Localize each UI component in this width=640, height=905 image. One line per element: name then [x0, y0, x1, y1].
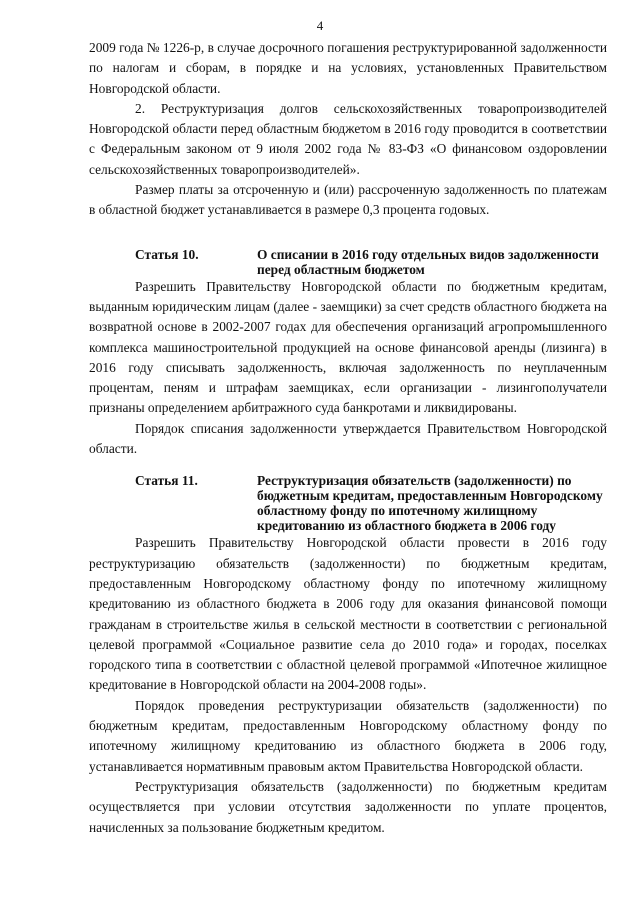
paragraph-fee-rate: Размер платы за отсроченную и (или) рассроченную задолженность по платежам в областной бюджет устанавливается в размере 0,3 процента годовых. [89, 182, 607, 218]
paragraph-continuation: 2009 года № 1226-р, в случае досрочного погашения реструктурированной задолженности по налогам и сборам, в порядке и на условиях, установленных Правительством Новгородской области. [89, 40, 607, 96]
page-number: 4 [316, 18, 324, 33]
article-10-title: О списании в 2016 году отдельных видов задолженности перед областным бюджетом [257, 246, 599, 277]
article-11-heading [89, 473, 607, 533]
article-10-heading [89, 247, 607, 277]
article-10-number: Статья 10. [135, 246, 199, 262]
paragraph-item-2: 2. Реструктуризация долгов сельскохозяйственных товаропроизводителей Новгородской области перед областным бюджетом в 2016 году проводится в соответствии с Федеральным законом от 9 июля 2002 года № 83-ФЗ «О финансовом оздоровлении сельскохозяйственных товаропроизводителей». [89, 100, 607, 177]
article-11-paragraph: Порядок проведения реструктуризации обязательств (задолженности) по бюджетным кредитам, предоставленным Новгородскому областному фонду по ипотечному жилищному кредитованию из областного бюджета в 2006 году, устанавливается нормативным правовым актом Правительства Новгородской области. [89, 697, 607, 774]
article-11-paragraph: Реструктуризация обязательств (задолженности) по бюджетным кредитам осуществляется при условии отсутствия задолженности по уплате процентов, начисленных за пользование бюджетным кредитом. [89, 778, 607, 835]
article-11-paragraph: Разрешить Правительству Новгородской области провести в 2016 году реструктуризацию обязательств (задолженности) по бюджетным кредитам, предоставленным Новгородскому областному фонду по ипотечному жилищному кредитованию из областного бюджета в 2006 году для оказания финансовой помощи гражданам в строительстве жилья в сельской местности в соответствии с региональной целевой программой «Социальное развитие села до 2010 года» и городах, поселках городского типа в соответствии с областной целевой программой «Ипотечное жилищное кредитование в Новгородской области на 2004-2008 годы». [89, 535, 607, 693]
document-body [89, 38, 607, 838]
article-10-paragraph: Порядок списания задолженности утверждается Правительством Новгородской области. [89, 420, 607, 457]
article-11-title: Реструктуризация обязательств (задолженности) по бюджетным кредитам, предоставленным Новгородскому областному фонду по ипотечному жилищному кредитованию из областного бюджета в 2006 году [257, 473, 603, 534]
article-11-number: Статья 11. [135, 473, 198, 489]
article-10-paragraph: Разрешить Правительству Новгородской области по бюджетным кредитам, выданным юридическим лицам (далее - заемщики) за счет средств областного бюджета на возвратной основе в 2002-2007 годах для обеспечения организаций агропромышленного комплекса машиностроительной продукцией на основе финансовой аренды (лизинга) в 2016 году списывать задолженность, включая задолженность по неуплаченным процентам, пеням и штрафам заемщиках, если организации - лизингополучатели признаны определением арбитражного суда банкротами и ликвидированы. [89, 278, 607, 416]
